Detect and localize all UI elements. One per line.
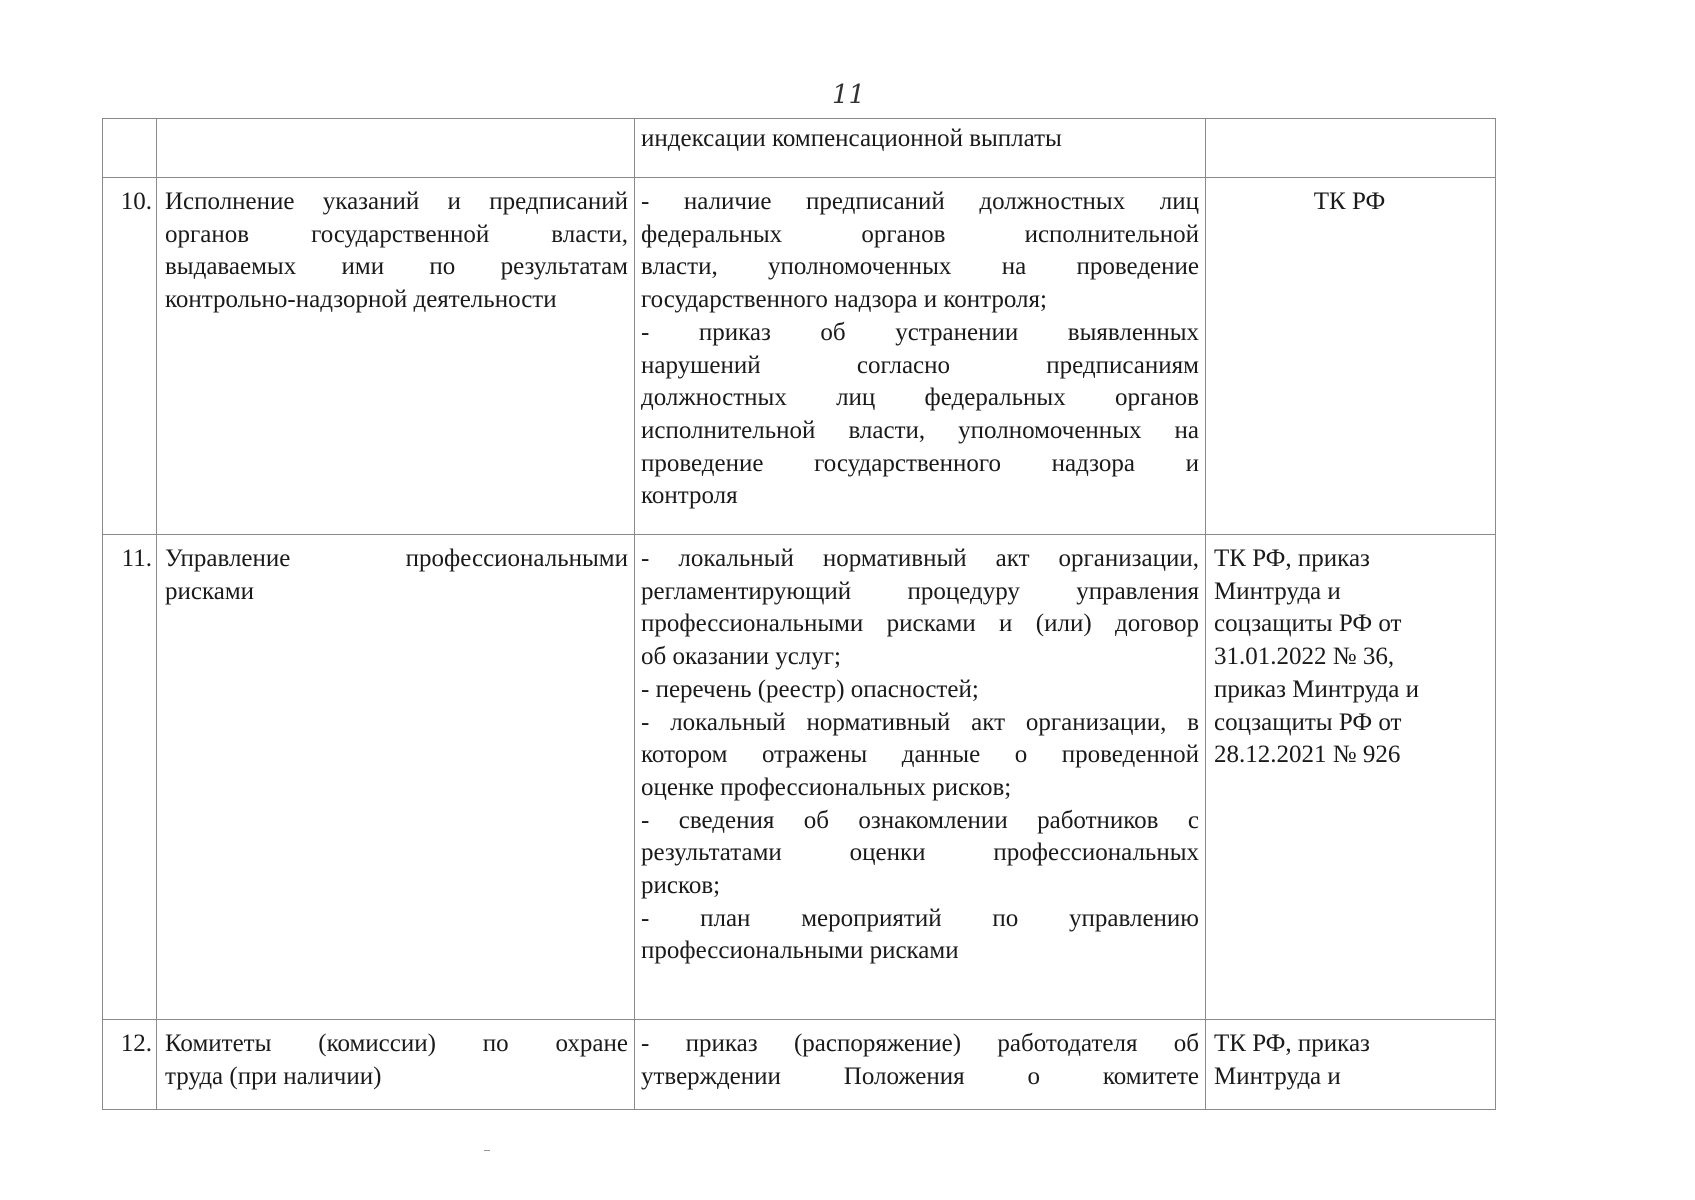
- text-line: ТК РФ: [1313, 188, 1386, 215]
- text-line: котором отражены данные о проведенной: [641, 741, 1199, 769]
- text-line: - приказ (распоряжение) работодателя об: [641, 1030, 1199, 1057]
- legal-basis-cell: [1206, 1020, 1496, 1110]
- documents-cell: [635, 119, 1206, 178]
- text-line: ТК РФ, приказ: [1214, 545, 1370, 572]
- table-row: [103, 119, 1496, 178]
- requirements-table: [102, 118, 1496, 1110]
- requirement-name-cell: [157, 1020, 635, 1110]
- requirement-name-cell: [157, 535, 635, 1020]
- row-number-cell: [103, 119, 157, 178]
- legal-basis-cell: [1206, 535, 1496, 1020]
- text-line: власти, уполномоченных на проведение: [641, 253, 1199, 281]
- text-line: профессиональными рисками и (или) договор: [641, 610, 1199, 638]
- text-line: результатами оценки профессиональных: [641, 839, 1199, 867]
- text-line: утверждении Положения о комитете: [641, 1062, 1199, 1090]
- page-number: 11: [832, 80, 866, 110]
- table-row: [103, 178, 1496, 535]
- documents-cell: [635, 535, 1206, 1020]
- row-number-cell: 11.: [103, 535, 157, 1020]
- row-number-cell: 10.: [103, 178, 157, 535]
- text-line: приказ Минтруда и: [1214, 675, 1420, 703]
- text-line: органов государственной власти,: [165, 220, 628, 248]
- scan-speck: [484, 1150, 490, 1151]
- text-line: исполнительной власти, уполномоченных на: [641, 416, 1199, 444]
- table-row: [103, 535, 1496, 1020]
- requirement-name-cell: [157, 119, 635, 178]
- text-line: ТК РФ, приказ: [1214, 1030, 1370, 1057]
- text-line: оценке профессиональных рисков;: [641, 773, 1012, 801]
- text-line: регламентирующий процедуру управления: [641, 577, 1199, 605]
- requirement-name-cell: [157, 178, 635, 535]
- text-line: 31.01.2022 № 36,: [1214, 643, 1395, 671]
- documents-cell: [635, 178, 1206, 535]
- table-row: [103, 1020, 1496, 1110]
- text-line: нарушений согласно предписаниям: [641, 351, 1199, 379]
- text-line: - локальный нормативный акт организации, в: [641, 708, 1199, 736]
- text-line: рисками: [165, 577, 255, 605]
- text-line: Комитеты (комиссии) по охране: [165, 1030, 628, 1057]
- legal-basis-cell: [1206, 119, 1496, 178]
- text-line: должностных лиц федеральных органов: [641, 384, 1199, 412]
- text-line: проведение государственного надзора и: [641, 449, 1199, 477]
- text-line: - наличие предписаний должностных лиц: [641, 188, 1199, 215]
- text-line: труда (при наличии): [165, 1062, 382, 1090]
- text-line: Минтруда и: [1214, 1062, 1341, 1090]
- legal-basis-cell: [1206, 178, 1496, 535]
- row-number-cell: 12.: [103, 1020, 157, 1110]
- text-line: профессиональными рисками: [641, 937, 959, 965]
- text-line: - план мероприятий по управлению: [641, 904, 1199, 932]
- text-line: контроля: [641, 482, 738, 510]
- text-line: - локальный нормативный акт организации,: [641, 545, 1199, 572]
- text-line: государственного надзора и контроля;: [641, 286, 1047, 314]
- text-line: соцзащиты РФ от: [1214, 708, 1402, 736]
- text-line: федеральных органов исполнительной: [641, 220, 1199, 248]
- text-line: Исполнение указаний и предписаний: [165, 188, 628, 215]
- documents-cell: [635, 1020, 1206, 1110]
- text-line: - перечень (реестр) опасностей;: [641, 675, 979, 703]
- text-line: - приказ об устранении выявленных: [641, 318, 1199, 346]
- text-line: 28.12.2021 № 926: [1214, 741, 1401, 769]
- text-line: соцзащиты РФ от: [1214, 610, 1402, 638]
- text-line: Минтруда и: [1214, 577, 1341, 605]
- text-line: контрольно-надзорной деятельности: [165, 286, 557, 314]
- text-line: выдаваемых ими по результатам: [165, 253, 628, 281]
- text-line: индексации компенсационной выплаты: [641, 125, 1062, 152]
- text-line: об оказании услуг;: [641, 643, 841, 671]
- text-line: - сведения об ознакомлении работников с: [641, 806, 1199, 834]
- text-line: рисков;: [641, 872, 721, 900]
- text-line: Управление профессиональными: [165, 545, 628, 572]
